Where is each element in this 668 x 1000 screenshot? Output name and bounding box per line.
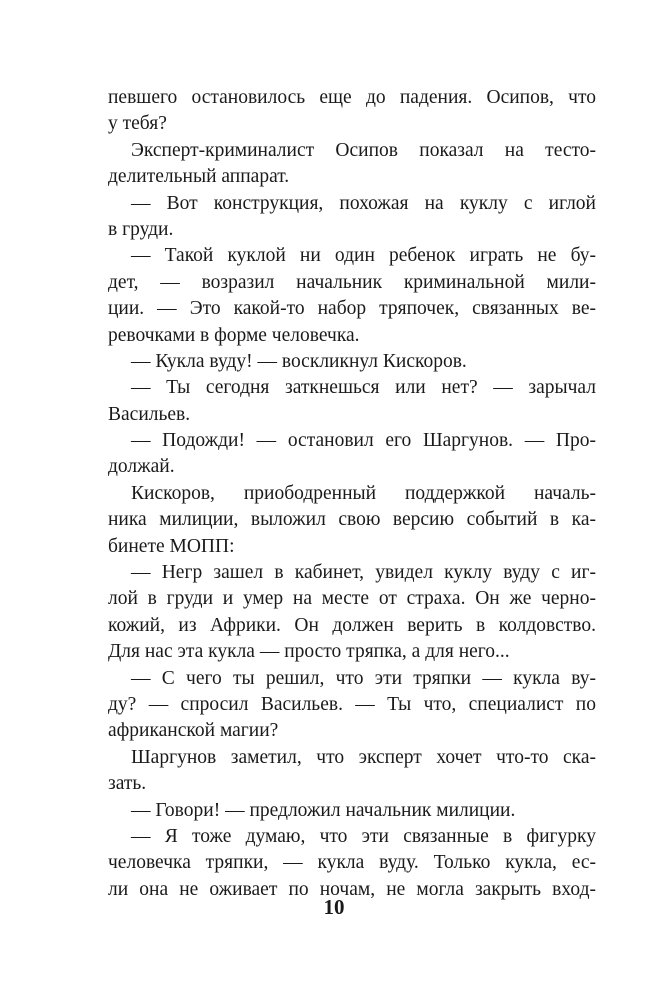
text-line: — Вот конструкция, похожая на куклу с иглой xyxy=(131,192,596,214)
text-line: ции. — Это какой-то набор тряпочек, связанных ве- xyxy=(108,298,596,320)
text-line: — Говори! — предложил начальник милиции. xyxy=(131,799,516,821)
text-line: Для нас эта кукла — просто тряпка, а для него... xyxy=(108,641,510,663)
text-line: Шаргунов заметил, что эксперт хочет что-то ска- xyxy=(131,746,596,768)
text-line: — Негр зашел в кабинет, увидел куклу вуду с иг- xyxy=(131,562,596,584)
text-line: — С чего ты решил, что эти тряпки — кукла ву- xyxy=(131,667,596,689)
text-line: ревочками в форме человечка. xyxy=(108,324,360,346)
text-line: — Кукла вуду! — воскликнул Кискоров. xyxy=(131,350,467,372)
text-line: в груди. xyxy=(108,218,174,240)
text-line: — Такой куклой ни один ребенок играть не бу- xyxy=(131,245,596,267)
text-line: человечка тряпки, — кукла вуду. Только кукла, ес- xyxy=(108,852,596,874)
text-line: зать. xyxy=(108,773,147,795)
text-line: Кискоров, приободренный поддержкой началь- xyxy=(131,482,596,504)
text-line: ли она не оживает по ночам, не могла закрыть вход- xyxy=(108,878,596,900)
text-line: бинете МОПП: xyxy=(108,535,235,557)
text-line: Васильев. xyxy=(108,403,191,425)
text-line: дет, — возразил начальник криминальной мили- xyxy=(108,271,596,293)
text-line: африканской магии? xyxy=(108,720,279,742)
text-line: — Ты сегодня заткнешься или нет? — зарычал xyxy=(131,377,596,399)
text-line: певшего остановилось еще до падения. Осипов, что xyxy=(108,87,596,108)
text-line: ника милиции, выложил свою версию событий в ка- xyxy=(108,509,596,531)
text-line: — Я тоже думаю, что эти связанные в фигурку xyxy=(131,825,596,847)
text-line: делительный аппарат. xyxy=(108,166,290,188)
text-line: Эксперт-криминалист Осипов показал на тесто- xyxy=(131,139,596,161)
text-line: — Подожди! — остановил его Шаргунов. — Про- xyxy=(131,430,596,452)
text-line: лой в груди и умер на месте от страха. Он же черно- xyxy=(108,588,596,610)
text-line: кожий, из Африки. Он должен верить в колдовство. xyxy=(108,614,596,636)
page-text xyxy=(108,85,596,903)
page-number: 10 xyxy=(323,895,345,919)
text-line: у тебя? xyxy=(108,113,167,135)
text-line: должай. xyxy=(108,456,175,478)
text-line: ду? — спросил Васильев. — Ты что, специалист по xyxy=(108,693,596,715)
